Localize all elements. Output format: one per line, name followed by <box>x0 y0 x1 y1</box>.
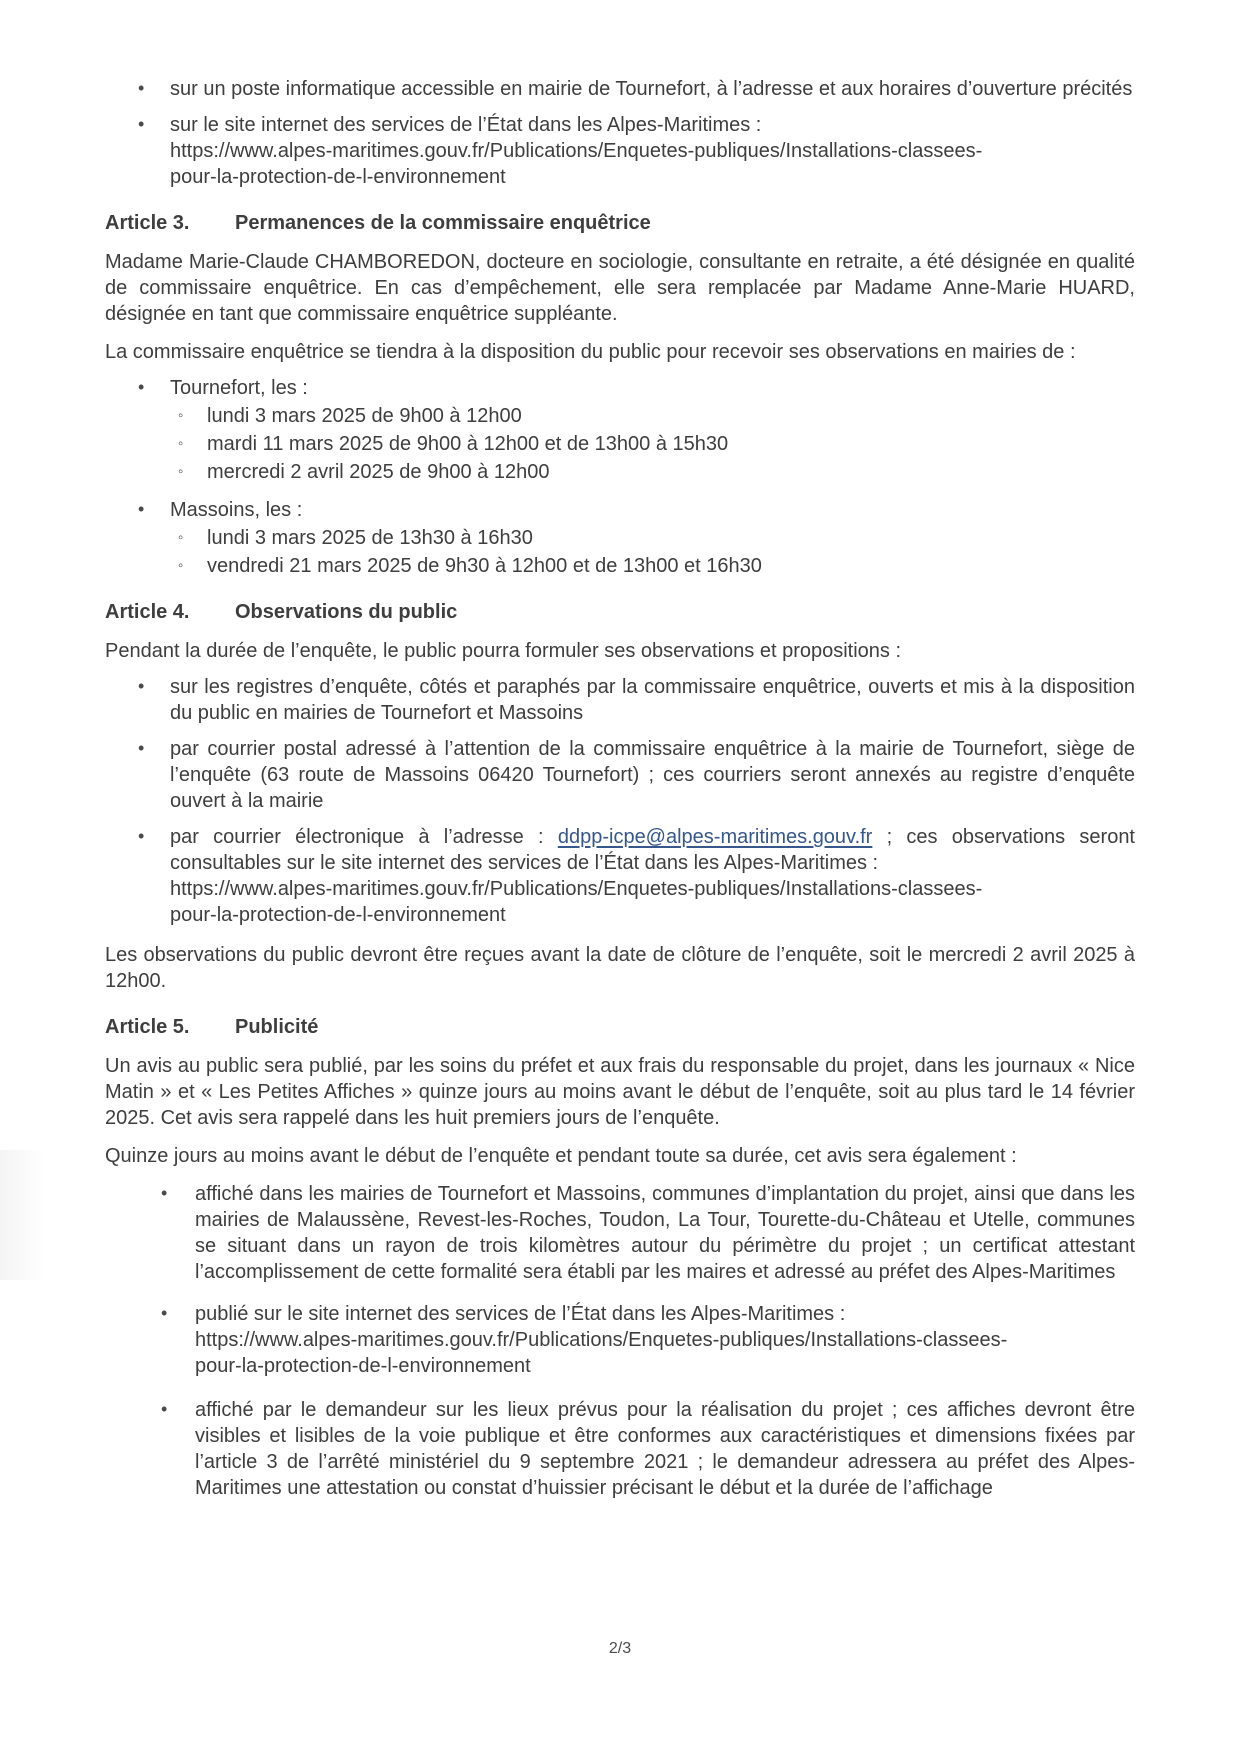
article-title: Publicité <box>235 1016 319 1038</box>
bullet-icon: • <box>138 114 145 134</box>
bullet-text <box>195 1301 1135 1379</box>
slot-text: lundi 3 mars 2025 de 9h00 à 12h00 <box>207 405 522 427</box>
bullet-icon: • <box>138 826 145 846</box>
observation-list <box>105 674 1135 928</box>
article-title: Permanences de la commissaire enquêtrice <box>235 212 651 234</box>
article-3 <box>105 210 1135 579</box>
slot-list <box>170 525 1135 579</box>
bullet-icon: • <box>161 1183 168 1203</box>
bullet-text: sur les registres d’enquête, côtés et paraphés par la commissaire enquêtrice, ouverts et mis à la disposition du public en mairies de Tournefort et Massoins <box>170 676 1135 724</box>
paragraph: Quinze jours au moins avant le début de l’enquête et pendant toute sa durée, cet avis sera également : <box>105 1145 1017 1167</box>
paragraph: La commissaire enquêtrice se tiendra à la disposition du public pour recevoir ses observations en mairies de : <box>105 341 1076 363</box>
list-item <box>105 76 1135 102</box>
email-intro-text: par courrier électronique à l’adresse : <box>170 826 558 848</box>
article-3-heading <box>105 210 1135 236</box>
bullet-text: affiché par le demandeur sur les lieux prévus pour la réalisation du projet ; ces affiches devront être visibles et lisibles de la voie publique et être conformes aux caractéristiques et dimensions fixées par l’article 3 de l’arrêté ministériel du 9 septembre 2021 ; le demandeur adressera au préfet des Alpes-Maritimes une attestation ou constat d’huissier précisant le début et la durée de l’affichage <box>195 1399 1135 1499</box>
circle-bullet-icon: ◦ <box>178 463 184 480</box>
site-intro-text: publié sur le site internet des services de l’État dans les Alpes-Maritimes : <box>195 1303 846 1325</box>
location-group <box>170 375 1135 485</box>
circle-bullet-icon: ◦ <box>178 435 184 452</box>
list-item <box>105 1181 1135 1285</box>
article-title: Observations du public <box>235 601 458 623</box>
paragraph: Les observations du public devront être reçues avant la date de clôture de l’enquête, soit le mercredi 2 avril 2025 à 12h00. <box>105 944 1135 992</box>
article-number: Article 4. <box>105 601 190 623</box>
bullet-text <box>170 112 1135 190</box>
list-item <box>105 375 1135 485</box>
url-text <box>170 138 1135 190</box>
bullet-text: sur un poste informatique accessible en mairie de Tournefort, à l’adresse et aux horaires d’ouverture précités <box>170 78 1133 100</box>
document-page <box>105 76 1135 1501</box>
bullet-icon: • <box>138 738 145 758</box>
slot-text: lundi 3 mars 2025 de 13h30 à 16h30 <box>207 527 533 549</box>
circle-bullet-icon: ◦ <box>178 529 184 546</box>
bullet-icon: • <box>161 1399 168 1419</box>
scan-artifact <box>0 1150 45 1280</box>
list-item <box>105 674 1135 726</box>
article-5-heading <box>105 1014 1135 1040</box>
slot-text: mardi 11 mars 2025 de 9h00 à 12h00 et de 13h00 à 15h30 <box>207 433 729 455</box>
bullet-icon: • <box>138 676 145 696</box>
location-name: Massoins, les : <box>170 499 303 521</box>
list-item <box>170 431 1135 457</box>
list-item <box>105 497 1135 579</box>
url-line: https://www.alpes-maritimes.gouv.fr/Publications/Enquetes-publiques/Installations-classees- <box>195 1329 1008 1351</box>
list-item <box>170 553 1135 579</box>
url-line: pour-la-protection-de-l-environnement <box>170 904 506 926</box>
bullet-icon: • <box>161 1303 168 1323</box>
slot-text: mercredi 2 avril 2025 de 9h00 à 12h00 <box>207 461 550 483</box>
page-number: 2/3 <box>608 1640 632 1657</box>
publicity-list <box>105 1181 1135 1501</box>
url-line: pour-la-protection-de-l-environnement <box>195 1355 531 1377</box>
list-item <box>170 459 1135 485</box>
location-group <box>170 497 1135 579</box>
list-item <box>105 736 1135 814</box>
circle-bullet-icon: ◦ <box>178 407 184 424</box>
url-text <box>170 876 1135 928</box>
email-link[interactable]: ddpp-icpe@alpes-maritimes.gouv.fr <box>557 826 873 848</box>
bullet-icon: • <box>138 377 145 397</box>
article-number: Article 5. <box>105 1016 190 1038</box>
paragraph: Un avis au public sera publié, par les soins du préfet et aux frais du responsable du projet, dans les journaux « Nice Matin » et « Les Petites Affiches » quinze jours au moins avant le début de l’enquête, soit au plus tard le 14 février 2025. Cet avis sera rappelé dans les huit premiers jours de l’enquête. <box>105 1055 1135 1129</box>
slot-text: vendredi 21 mars 2025 de 9h30 à 12h00 et de 13h00 et 16h30 <box>207 555 762 577</box>
paragraph: Pendant la durée de l’enquête, le public pourra formuler ses observations et propositions : <box>105 640 902 662</box>
list-item <box>105 112 1135 190</box>
site-intro-text: sur le site internet des services de l’État dans les Alpes-Maritimes : <box>170 114 762 136</box>
permanence-list <box>105 375 1135 579</box>
top-bullet-list <box>105 76 1135 190</box>
list-item <box>170 525 1135 551</box>
circle-bullet-icon: ◦ <box>178 557 184 574</box>
list-item <box>105 1301 1135 1379</box>
bullet-icon: • <box>138 499 145 519</box>
article-5 <box>105 1014 1135 1501</box>
url-text <box>195 1327 1135 1379</box>
list-item <box>170 403 1135 429</box>
bullet-text: par courrier postal adressé à l’attention de la commissaire enquêtrice à la mairie de Tournefort, siège de l’enquête (63 route de Massoins 06420 Tournefort) ; ces courriers seront annexés au registre d’enquête ouvert à la mairie <box>170 738 1135 812</box>
url-line: https://www.alpes-maritimes.gouv.fr/Publications/Enquetes-publiques/Installations-classees- <box>170 878 983 900</box>
slot-list <box>170 403 1135 485</box>
article-number: Article 3. <box>105 212 190 234</box>
url-line: https://www.alpes-maritimes.gouv.fr/Publications/Enquetes-publiques/Installations-classees- <box>170 140 983 162</box>
location-name: Tournefort, les : <box>170 377 308 399</box>
list-item <box>105 1397 1135 1501</box>
bullet-text: affiché dans les mairies de Tournefort et Massoins, communes d’implantation du projet, ainsi que dans les mairies de Malaussène, Revest-les-Roches, Toudon, La Tour, Tourette-du-Château et Utelle, communes se situant dans un rayon de trois kilomètres autour du périmètre du projet ; un certificat attestant l’accomplissement de cette formalité sera établi par les maires et adressé au préfet des Alpes-Maritimes <box>195 1183 1135 1283</box>
article-4-heading <box>105 599 1135 625</box>
email-following-text: ; ces observations seront consultables sur le site internet des services de l’État dans les Alpes-Maritimes : <box>170 826 1135 874</box>
url-line: pour-la-protection-de-l-environnement <box>170 166 506 188</box>
paragraph: Madame Marie-Claude CHAMBOREDON, docteure en sociologie, consultante en retraite, a été désignée en qualité de commissaire enquêtrice. En cas d’empêchement, elle sera remplacée par Madame Anne-Marie HUARD, désignée en tant que commissaire enquêtrice suppléante. <box>105 251 1135 325</box>
bullet-text <box>170 824 1135 928</box>
bullet-icon: • <box>138 78 145 98</box>
article-4 <box>105 599 1135 994</box>
list-item <box>105 824 1135 928</box>
